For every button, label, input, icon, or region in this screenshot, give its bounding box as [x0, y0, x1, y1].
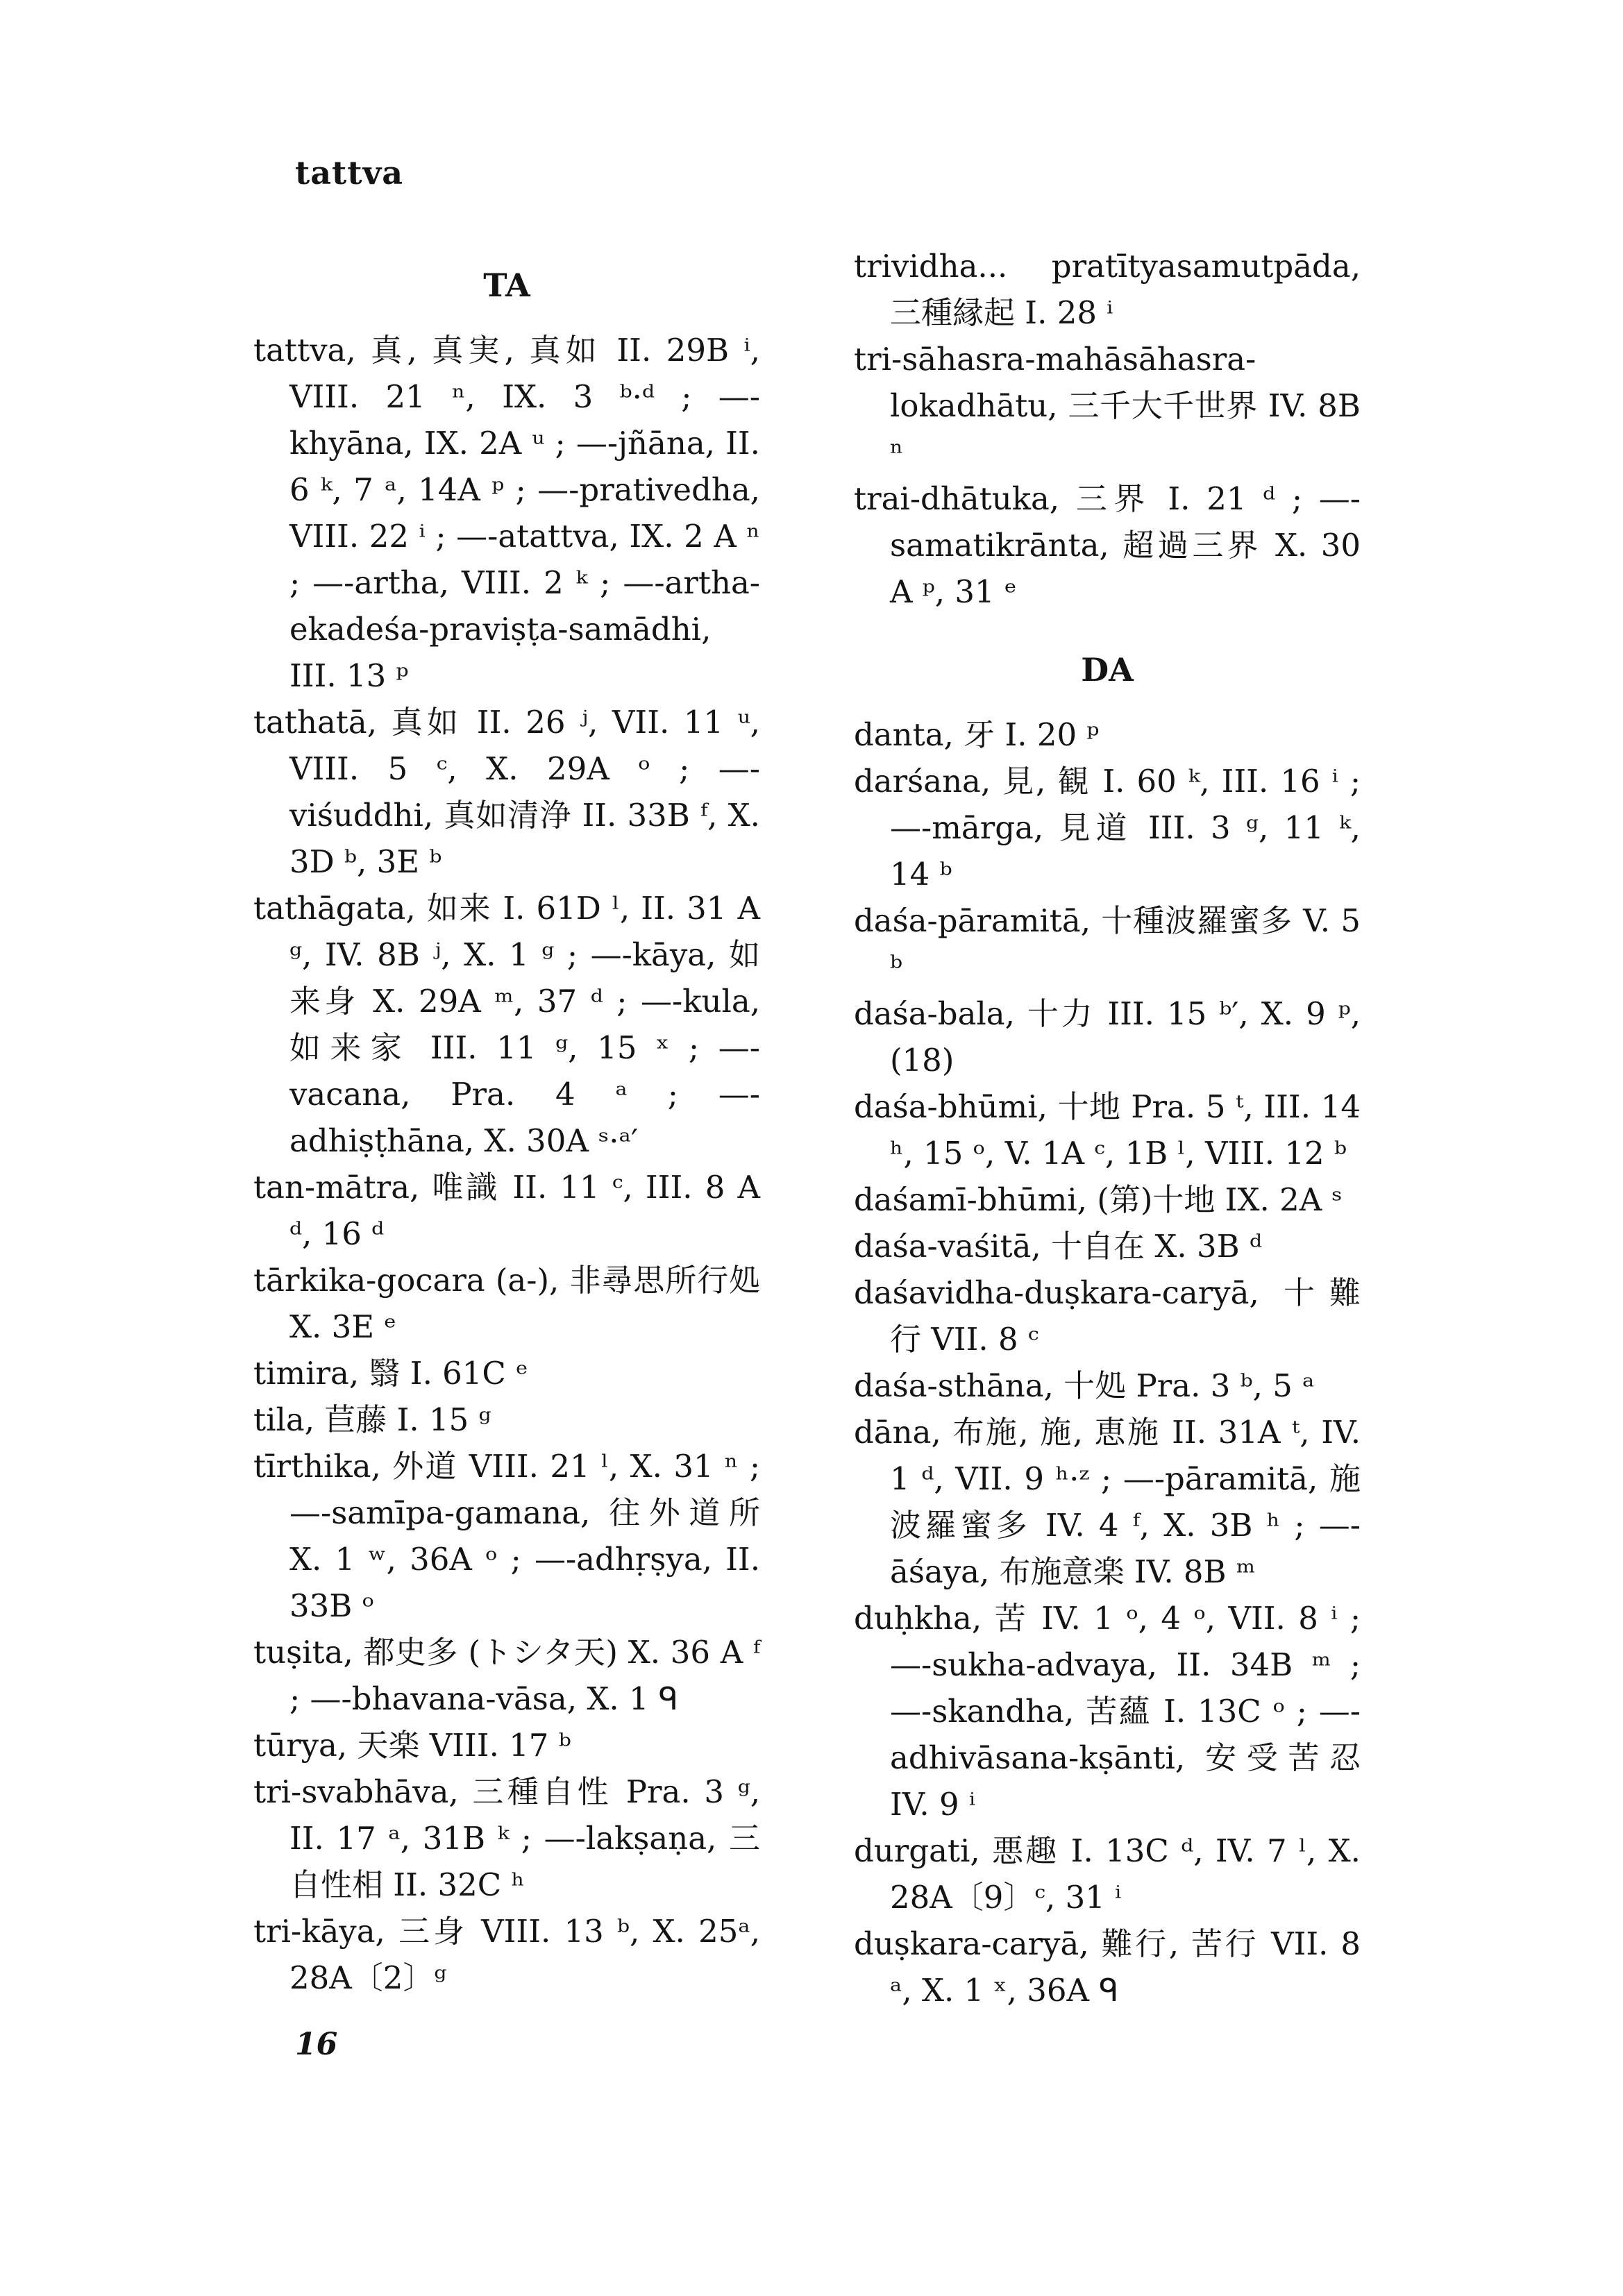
index-entry-duhkha: duḥkha, 苦 IV. 1 ᵒ, 4 ᵒ, VII. 8 ⁱ ; —-sukha-advaya, II. 34B ᵐ ; —-skandha, 苦蘊 I. 13C ᵒ ; —-adhivāsana-kṣānti, 安受苦忍 IV. 9 ⁱ: [854, 1600, 1361, 1823]
index-entry-tusita: tuṣita, 都史多 (トシタ天) X. 36 A ᶠ ; —-bhavana-vāsa, X. 1 ᑫ: [253, 1634, 760, 1717]
right-column: [854, 243, 1361, 2014]
index-entry-turya: tūrya, 天楽 VIII. 17 ᵇ: [253, 1727, 571, 1764]
index-entry-dasa-paramita: daśa-pāramitā, 十種波羅蜜多 V. 5 ᵇ: [854, 902, 1361, 986]
index-entry-trai-dhatuka: trai-dhātuka, 三界 I. 21 ᵈ ; —-samatikrānta, 超過三界 X. 30 A ᵖ, 31 ᵉ: [854, 480, 1361, 610]
left-column: [253, 243, 760, 2001]
index-entry-tarkika-gocara: tārkika-gocara (a-), 非尋思所行処 X. 3E ᵉ: [253, 1262, 760, 1345]
index-entry-trividha: trividha... pratītyasamutpāda, 三種縁起 I. 28 ⁱ: [854, 248, 1361, 331]
index-entry-dasa-bhumi: daśa-bhūmi, 十地 Pra. 5 ᵗ, III. 14 ʰ, 15 ᵒ, V. 1A ᶜ, 1B ˡ, VIII. 12 ᵇ: [854, 1088, 1361, 1172]
index-entry-danta: danta, 牙 I. 20 ᵖ: [854, 716, 1100, 753]
index-entry-tathata: tathatā, 真如 II. 26 ʲ, VII. 11 ᵘ, VIII. 5 ᶜ, X. 29A ᵒ ; —-viśuddhi, 真如清浄 II. 33B ᶠ, X. 3D ᵇ, 3E ᵇ: [253, 704, 760, 880]
index-entry-tattva: tattva, 真, 真実, 真如 II. 29B ⁱ, VIII. 21 ⁿ, IX. 3 ᵇ·ᵈ ; —-khyāna, IX. 2A ᵘ ; —-jñāna, II. 6 ᵏ, 7 ᵃ, 14A ᵖ ; —-prativedha, VIII. 22 ⁱ ; —-atattva, IX. 2 A ⁿ ; —-artha, VIII. 2 ᵏ ; —-artha-ekadeśa-praviṣṭa-samādhi, III. 13 ᵖ: [253, 332, 760, 694]
index-entry-tila: tila, 苣藤 I. 15 ᵍ: [253, 1401, 491, 1438]
index-entry-tathagata: tathāgata, 如来 I. 61D ˡ, II. 31 A ᵍ, IV. 8B ʲ, X. 1 ᵍ ; —-kāya, 如来身 X. 29A ᵐ, 37 ᵈ ; —-kula, 如来家 III. 11 ᵍ, 15 ˣ ; —-vacana, Pra. 4 ᵃ ; —-adhiṣṭhāna, X. 30A ˢ·ᵃ′: [253, 890, 760, 1159]
section-heading-da: DA: [1081, 651, 1134, 689]
index-entry-darsana: darśana, 見, 観 I. 60 ᵏ, III. 16 ⁱ ; —-mārga, 見道 III. 3 ᵍ, 11 ᵏ, 14 ᵇ: [854, 763, 1361, 893]
index-entry-tan-matra: tan-mātra, 唯識 II. 11 ᶜ, III. 8 A ᵈ, 16 ᵈ: [253, 1169, 760, 1252]
index-entry-tri-sahasra: tri-sāhasra-mahāsāhasra-lokadhātu, 三千大千世界 IV. 8B ⁿ: [854, 341, 1361, 471]
index-entry-dasa-bala: daśa-bala, 十力 III. 15 ᵇ′, X. 9 ᵖ, (18): [854, 995, 1361, 1079]
index-entry-dasavidha-duskara-carya: daśavidha-duṣkara-caryā, 十難行 VII. 8 ᶜ: [854, 1274, 1361, 1358]
index-entry-dasami-bhumi: daśamī-bhūmi, (第)十地 IX. 2A ˢ: [854, 1181, 1343, 1218]
index-entry-tri-kaya: tri-kāya, 三身 VIII. 13 ᵇ, X. 25ᵃ, 28A〔2〕ᵍ: [253, 1913, 760, 1996]
running-head: tattva: [295, 154, 404, 192]
section-heading-ta: TA: [483, 267, 530, 304]
index-entry-dasa-sthana: daśa-sthāna, 十処 Pra. 3 ᵇ, 5 ᵃ: [854, 1367, 1315, 1404]
page-number: 16: [295, 2027, 338, 2062]
index-entry-timira: timira, 翳 I. 61C ᵉ: [253, 1355, 528, 1392]
index-entry-duskara-carya: duṣkara-caryā, 難行, 苦行 VII. 8 ᵃ, X. 1 ˣ, 36A ᑫ: [854, 1925, 1361, 2009]
index-entry-dana: dāna, 布施, 施, 恵施 II. 31A ᵗ, IV. 1 ᵈ, VII. 9 ʰ·ᶻ ; —-pāramitā, 施波羅蜜多 IV. 4 ᶠ, X. 3B ʰ ; —-āśaya, 布施意楽 IV. 8B ᵐ: [854, 1414, 1361, 1590]
index-entry-tri-svabhava: tri-svabhāva, 三種自性 Pra. 3 ᵍ, II. 17 ᵃ, 31B ᵏ ; —-lakṣaṇa, 三自性相 II. 32C ʰ: [253, 1773, 760, 1903]
index-entry-tirthika: tīrthika, 外道 VIII. 21 ˡ, X. 31 ⁿ ; —-samīpa-gamana, 往外道所 X. 1 ʷ, 36A ᵒ ; —-adhṛṣya, II. 33B ᵒ: [253, 1448, 760, 1624]
index-entry-dasa-vasita: daśa-vaśitā, 十自在 X. 3B ᵈ: [854, 1228, 1262, 1265]
index-entry-durgati: durgati, 悪趣 I. 13C ᵈ, IV. 7 ˡ, X. 28A〔9〕ᶜ, 31 ⁱ: [854, 1832, 1361, 1916]
